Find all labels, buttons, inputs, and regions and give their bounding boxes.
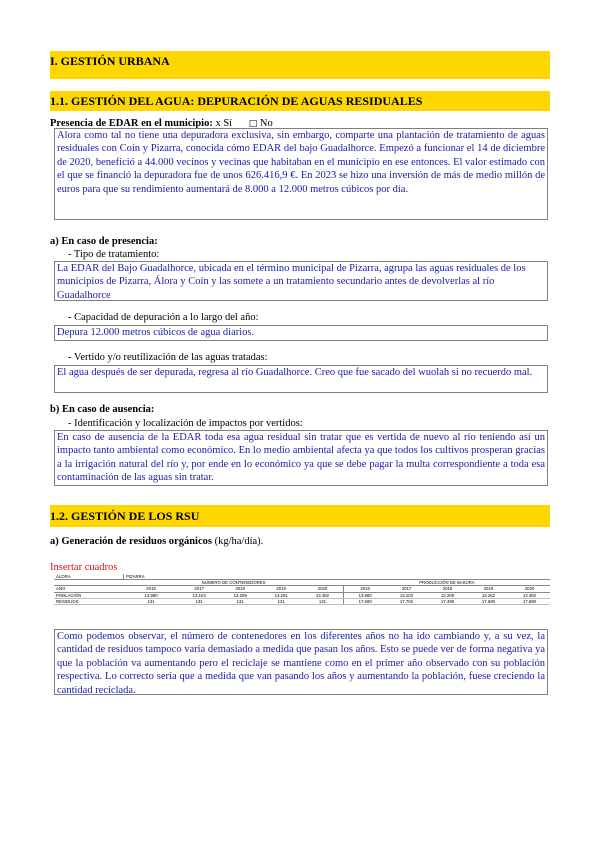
table-cell: 13.262 [468, 592, 509, 598]
treatment-type-textbox[interactable]: La EDAR del Bajo Guadalhorce, ubicada en el término municipal de Pizarra, agrupa las aguas residuales de los municipios de Pizarra, Álora y Coín y las somete a un tratamiento secundario antes de devolverlas al río Guadalhorce [54, 261, 548, 301]
table-cell: 17.690 [468, 598, 509, 604]
rsu-table [54, 574, 550, 605]
section-1-band [50, 51, 550, 79]
table-cell: 131 [220, 598, 261, 604]
table-cell: 13.209 [427, 592, 468, 598]
table-cell: 17.499 [427, 598, 468, 604]
insert-tables-note: Insertar cuadros [50, 562, 118, 573]
table-cell: 131 [302, 598, 344, 604]
treatment-type-label: - Tipo de tratamiento: [68, 249, 160, 260]
table-cell: 17.702 [386, 598, 427, 604]
years-label: AÑO [54, 586, 123, 592]
presence-no-checkbox[interactable]: □ [248, 119, 258, 129]
table-cell: 131 [179, 598, 220, 604]
table-cell: 13.209 [220, 592, 261, 598]
row-label: POBLACIÓN [54, 592, 123, 598]
section-1-title: I. GESTIÓN URBANA [50, 54, 170, 68]
section-1-1-title: 1.1. GESTIÓN DEL AGUA: DEPURACIÓN DE AGUAS RESIDUALES [50, 94, 423, 108]
table-cell: 13.103 [386, 592, 427, 598]
impacts-label: - Identificación y localización de impactos por vertidos: [68, 418, 303, 429]
organic-label: a) Generación de residuos orgánicos [50, 536, 212, 547]
year-cell: 2016 [123, 586, 178, 592]
year-cell: 2019 [261, 586, 302, 592]
impacts-textbox[interactable]: En caso de ausencia de la EDAR toda esa agua residual sin tratar que es vertida de nuevo al río teniendo así un impacto tanto ambiental como económico. En lo medio ambiental afecta ya que todos los cultivos prosperan gracias a la irrigación natural del río y, por ende en lo económico ya que se debe pagar la multa correspondiente a toda esa contaminación de las aguas sin tratar. [54, 430, 548, 486]
presence-heading: a) En caso de presencia: [50, 236, 158, 247]
presence-textbox[interactable]: Alora como tal no tiene una depuradora exclusiva, sin embargo, comparte una plantación de tratamiento de aguas residuales con Coín y Pizarra, conocida cómo EDAR del bajo Guadalhorce. Empezó a funcionar el 14 de diciembre de 2020, benefició a 44.000 vecinos y vecinas que habitaban en el municipio en ese entonces. El valor estimado con el que se financió la depuradora fue de unos 626.416,9 €. En 2023 se hizo una inversión de más de medio millón de euros para que su rendimiento aumentará de 8.000 a 12.000 metros cúbicos por día. [54, 128, 548, 220]
section-1-1-band [50, 91, 550, 111]
year-cell: 2017 [179, 586, 220, 592]
table-row [54, 598, 550, 604]
table-cell: 17.680 [344, 598, 386, 604]
presence-yes-label: Sí [223, 118, 233, 129]
place-label: ÁLORA [54, 574, 123, 580]
capacity-label: - Capacidad de depuración a lo largo del año: [68, 312, 259, 323]
table-cell: 13.980 [344, 592, 386, 598]
presence-yes-check[interactable]: x [215, 118, 221, 129]
discharge-label: - Vertido y/o reutilización de las aguas tratadas: [68, 352, 268, 363]
year-cell: 2020 [509, 586, 550, 592]
year-cell: 2020 [302, 586, 344, 592]
year-cell: 2018 [220, 586, 261, 592]
table-cell: 17.690 [509, 598, 550, 604]
discharge-textbox[interactable]: El agua después de ser depurada, regresa al río Guadalhorce. Creo que fue sacado del wuolah si no recuerdo mal. [54, 365, 548, 393]
table-cell: 13.482 [302, 592, 344, 598]
group-containers: NÚMERO DE CONTENEDORES [123, 580, 343, 586]
conclusion-textbox[interactable]: Como podemos observar, el número de contenedores en los diferentes años no ha ido cambiando y, a su vez, la cantidad de residuos tampoco varía demasiado a medida que pasan los años. Esto se puede ver de forma negativa ya que la población va aumentando pero el reciclaje se mantiene como en el primer año observado con su población respectiva. Lo correcto sería que a medida que van pasando los años y aumentando la población, fuese creciendo la cantidad reciclada. [54, 629, 548, 695]
presence-label: Presencia de EDAR en el municipio: [50, 118, 213, 129]
year-cell: 2017 [386, 586, 427, 592]
table-cell: 13.482 [509, 592, 550, 598]
organic-unit: (kg/ha/día). [214, 536, 264, 547]
year-cell: 2019 [468, 586, 509, 592]
row-label: RESIDUOS [54, 598, 123, 604]
table-cell: 13.980 [123, 592, 178, 598]
section-1-2-title: 1.2. GESTIÓN DE LOS RSU [50, 509, 200, 523]
table-cell: 13.261 [261, 592, 302, 598]
table-cell: 131 [123, 598, 178, 604]
place-value: PIZARRA [123, 574, 178, 580]
section-1-2-band [50, 505, 550, 527]
presence-no-label: No [259, 118, 273, 129]
absence-heading: b) En caso de ausencia: [50, 404, 155, 415]
table-cell: 13.103 [179, 592, 220, 598]
capacity-textbox[interactable]: Depura 12.000 metros cúbicos de agua diarios. [54, 325, 548, 341]
organic-line [50, 536, 263, 547]
group-waste: PRODUCCIÓN DE BASURA [344, 580, 550, 586]
table-cell: 131 [261, 598, 302, 604]
year-cell: 2016 [344, 586, 386, 592]
year-cell: 2018 [427, 586, 468, 592]
